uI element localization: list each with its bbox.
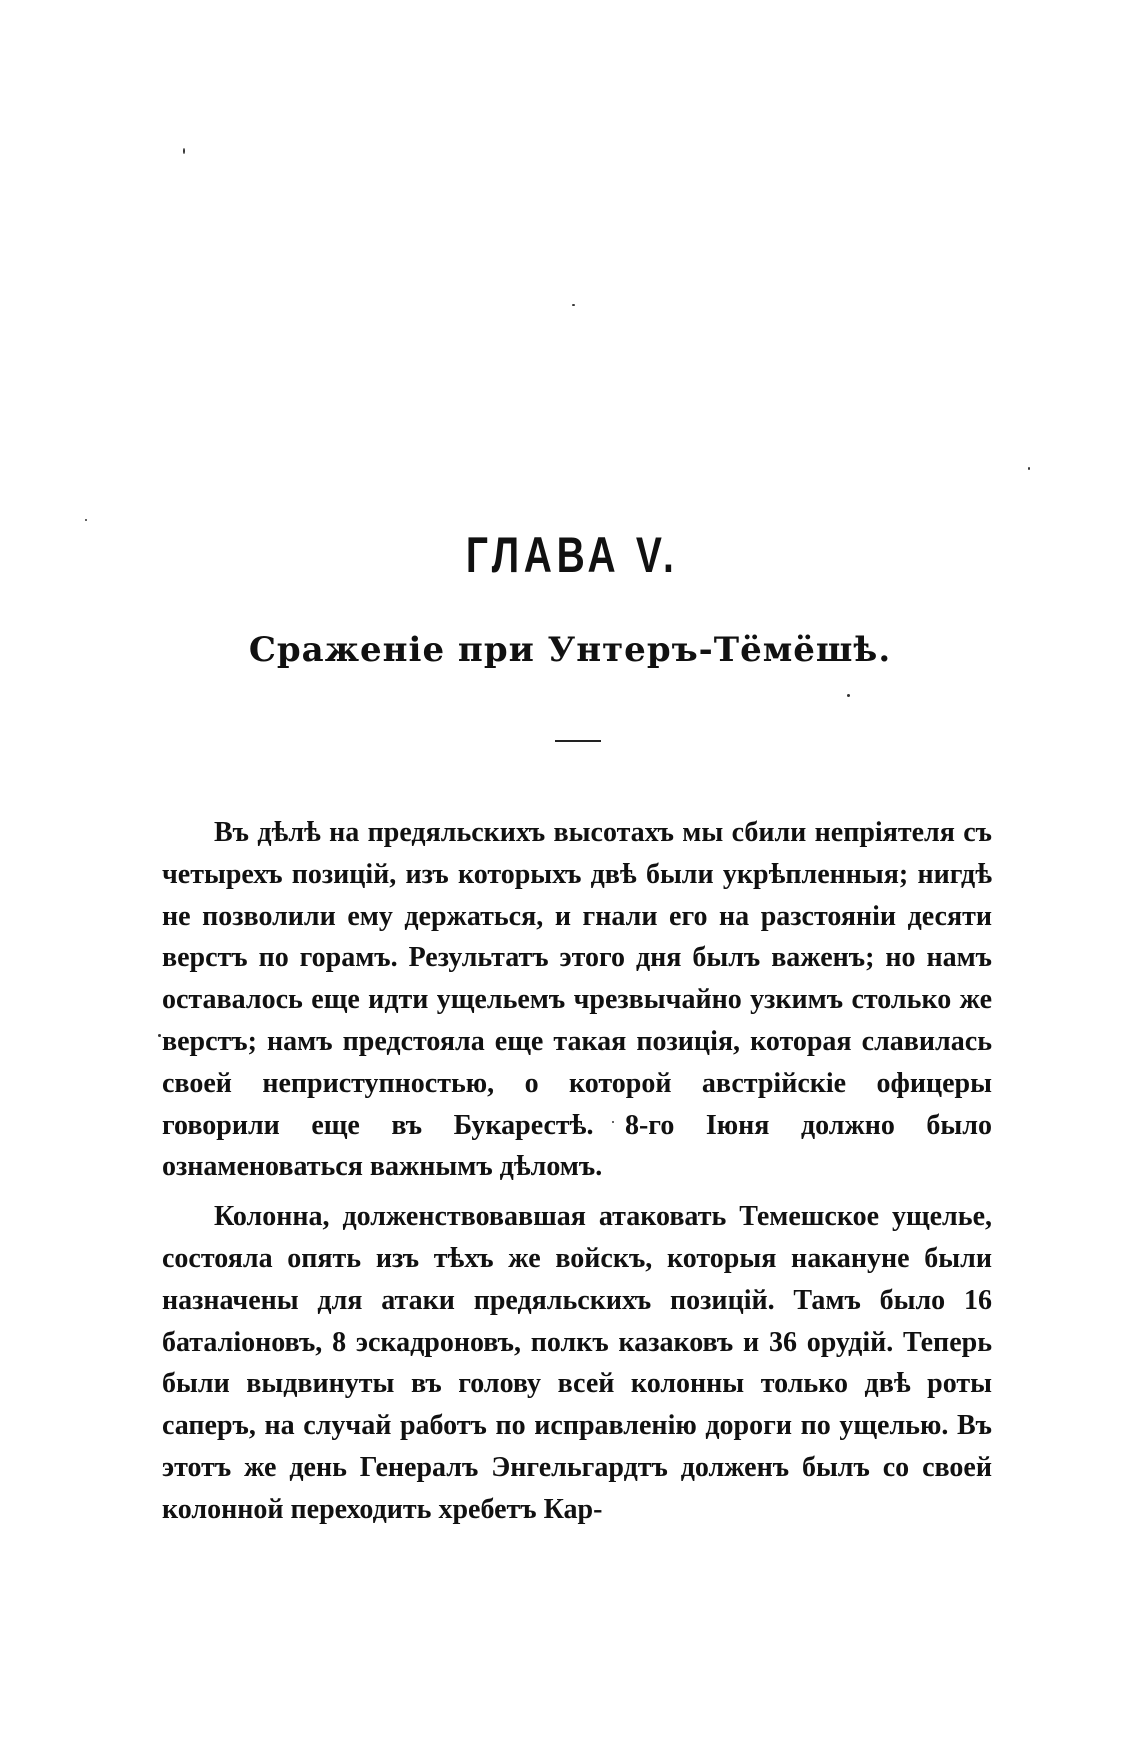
chapter-title: ГЛАВА V. xyxy=(465,527,679,583)
print-speck xyxy=(158,1034,161,1037)
body-text xyxy=(162,812,992,1531)
print-speck xyxy=(183,148,185,154)
print-speck xyxy=(847,694,850,697)
paragraph: Колонна, долженствовавшая атаковать Темешское ущелье, состояла опять изъ тѣхъ же войскъ, которыя накануне были назначены для атаки предяльскихъ позицій. Тамъ было 16 баталіоновъ, 8 эскадроновъ, полкъ казаковъ и 36 орудій. Теперь были выдвинуты въ голову всей колонны только двѣ роты саперъ, на случай работъ по исправленію дороги по ущелью. Въ этотъ же день Генералъ Энгельгардтъ долженъ былъ со своей колонной переходить хребетъ Кар- xyxy=(162,1201,992,1525)
section-divider xyxy=(555,740,601,742)
print-speck xyxy=(572,304,575,306)
paragraph: Въ дѣлѣ на предяльскихъ высотахъ мы сбили непріятеля съ четырехъ позицій, изъ которыхъ двѣ были укрѣпленныя; нигдѣ не позволили ему держаться, и гнали его на разстояніи десяти верстъ по горамъ. Результатъ этого дня былъ важенъ; но намъ оставалось еще идти ущельемъ чрезвычайно узкимъ столько же верстъ; намъ предстояла еще такая позиція, которая славилась своей неприступностью, о которой австрійскіе офицеры говорили еще въ Букарестѣ. 8-го Іюня должно было ознаменоваться важнымъ дѣломъ. xyxy=(162,817,992,1183)
print-speck xyxy=(1028,467,1030,470)
print-speck xyxy=(85,519,87,521)
chapter-subtitle: Сраженіе при Унтеръ-Тёмёшѣ. xyxy=(248,630,892,670)
